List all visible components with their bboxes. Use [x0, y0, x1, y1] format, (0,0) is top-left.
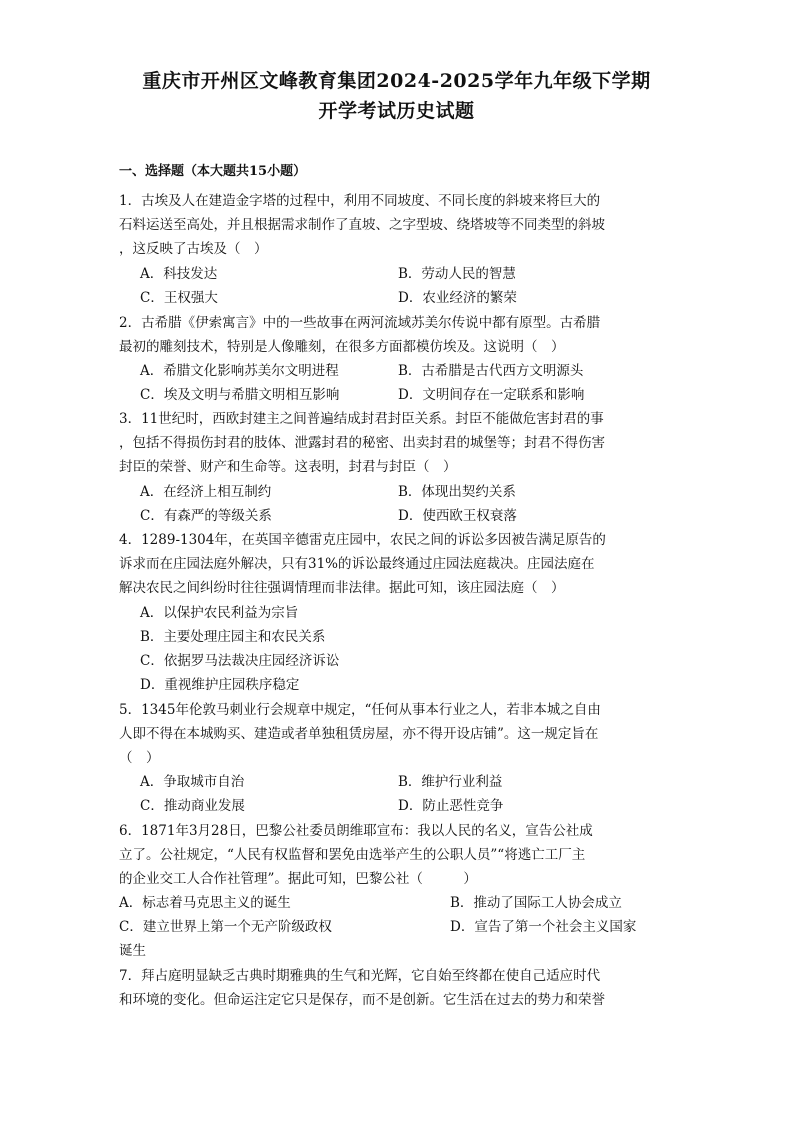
- question-5-line-3: （ ）: [119, 750, 160, 766]
- question-2-option-b: B．古希腊是古代西方文明源头: [398, 363, 584, 379]
- question-6-line-2: 立了。公社规定，“人民有权监督和罢免由选举产生的公职人员”“将逃亡工厂主: [119, 847, 586, 863]
- question-1-option-b: B．劳动人民的智慧: [398, 266, 516, 282]
- question-4-option-b: B．主要处理庄园主和农民关系: [140, 629, 326, 645]
- question-5-line-2: 人即不得在本城购买、建造或者单独租赁房屋，亦不得开设店铺”。这一规定旨在: [119, 726, 599, 742]
- question-3-option-b: B．体现出契约关系: [398, 484, 516, 500]
- question-3-line-2: ，包括不得损伤封君的肢体、泄露封君的秘密、出卖封君的城堡等；封君不得伤害: [119, 435, 605, 451]
- question-5-option-b: B．维护行业利益: [398, 774, 503, 790]
- question-4-option-d: D．重视维护庄园秩序稳定: [140, 677, 300, 693]
- question-3-option-a: A．在经济上相互制约: [140, 484, 272, 500]
- question-3-option-c: C．有森严的等级关系: [140, 508, 272, 524]
- question-4-option-c: C．依据罗马法裁决庄园经济诉讼: [140, 653, 340, 669]
- question-2-option-c: C．埃及文明与希腊文明相互影响: [140, 387, 340, 403]
- question-3-option-d: D．使西欧王权衰落: [398, 508, 517, 524]
- question-6-option-d: D．宣告了第一个社会主义国家: [450, 919, 637, 935]
- question-3-line-3: 封臣的荣誉、财产和生命等。这表明，封君与封臣（ ）: [119, 459, 457, 475]
- question-5-line-1: 5．1345年伦敦马刺业行会规章中规定，“任何从事本行业之人，若非本城之自由: [119, 702, 601, 718]
- question-5-option-d: D．防止恶性竞争: [398, 798, 504, 814]
- question-5-option-c: C．推动商业发展: [140, 798, 245, 814]
- question-2-line-2: 最初的雕刻技术，特别是人像雕刻，在很多方面都模仿埃及。这说明（ ）: [119, 339, 565, 355]
- question-6-option-b: B．推动了国际工人协会成立: [450, 895, 622, 911]
- document-title-line-2: 开学考试历史试题: [318, 100, 475, 122]
- question-7-line-1: 7．拜占庭明显缺乏古典时期雅典的生气和光辉，它自始至终都在使自己适应时代: [119, 968, 601, 984]
- question-5-option-a: A．争取城市自治: [140, 774, 245, 790]
- question-6-option-d-continuation: 诞生: [119, 943, 146, 959]
- question-6-line-1: 6．1871年3月28日，巴黎公社委员朗维耶宣布：我以人民的名义，宣告公社成: [119, 823, 593, 839]
- question-2-line-1: 2．古希腊《伊索寓言》中的一些故事在两河流域苏美尔传说中都有原型。古希腊: [119, 315, 601, 331]
- question-1-option-d: D．农业经济的繁荣: [398, 290, 517, 306]
- question-6-option-a: A．标志着马克思主义的诞生: [119, 895, 291, 911]
- question-4-option-a: A．以保护农民利益为宗旨: [140, 605, 299, 621]
- question-1-option-a: A．科技发达: [140, 266, 218, 282]
- question-2-option-a: A．希腊文化影响苏美尔文明进程: [140, 363, 339, 379]
- question-7-line-2: 和环境的变化。但命运注定它只是保存，而不是创新。它生活在过去的势力和荣誉: [119, 992, 605, 1008]
- question-1-line-2: 石料运送至高处，并且根据需求制作了直坡、之字型坡、绕塔坡等不同类型的斜坡: [119, 217, 605, 233]
- question-4-line-2: 诉求而在庄园法庭外解决，只有31%的诉讼最终通过庄园法庭裁决。庄园法庭在: [119, 556, 595, 572]
- question-3-line-1: 3．11世纪时，西欧封建主之间普遍结成封君封臣关系。封臣不能做危害封君的事: [119, 411, 604, 427]
- question-6-line-3: 的企业交工人合作社管理”。据此可知，巴黎公社（ ）: [119, 871, 477, 887]
- section-heading: 一、选择题（本大题共15小题）: [119, 164, 307, 179]
- question-4-line-1: 4．1289-1304年，在英国辛德雷克庄园中，农民之间的诉讼多因被告满足原告的: [119, 532, 606, 548]
- question-2-option-d: D．文明间存在一定联系和影响: [398, 387, 585, 403]
- question-6-option-c: C．建立世界上第一个无产阶级政权: [119, 919, 332, 935]
- question-1-line-3: ，这反映了古埃及（ ）: [119, 241, 268, 257]
- question-4-line-3: 解决农民之间纠纷时往往强调情理而非法律。据此可知，该庄园法庭（ ）: [119, 580, 565, 596]
- question-1-option-c: C．王权强大: [140, 290, 218, 306]
- document-title-line-1: 重庆市开州区文峰教育集团2024-2025学年九年级下学期: [142, 70, 651, 92]
- question-1-line-1: 1．古埃及人在建造金字塔的过程中，利用不同坡度、不同长度的斜坡来将巨大的: [119, 193, 601, 209]
